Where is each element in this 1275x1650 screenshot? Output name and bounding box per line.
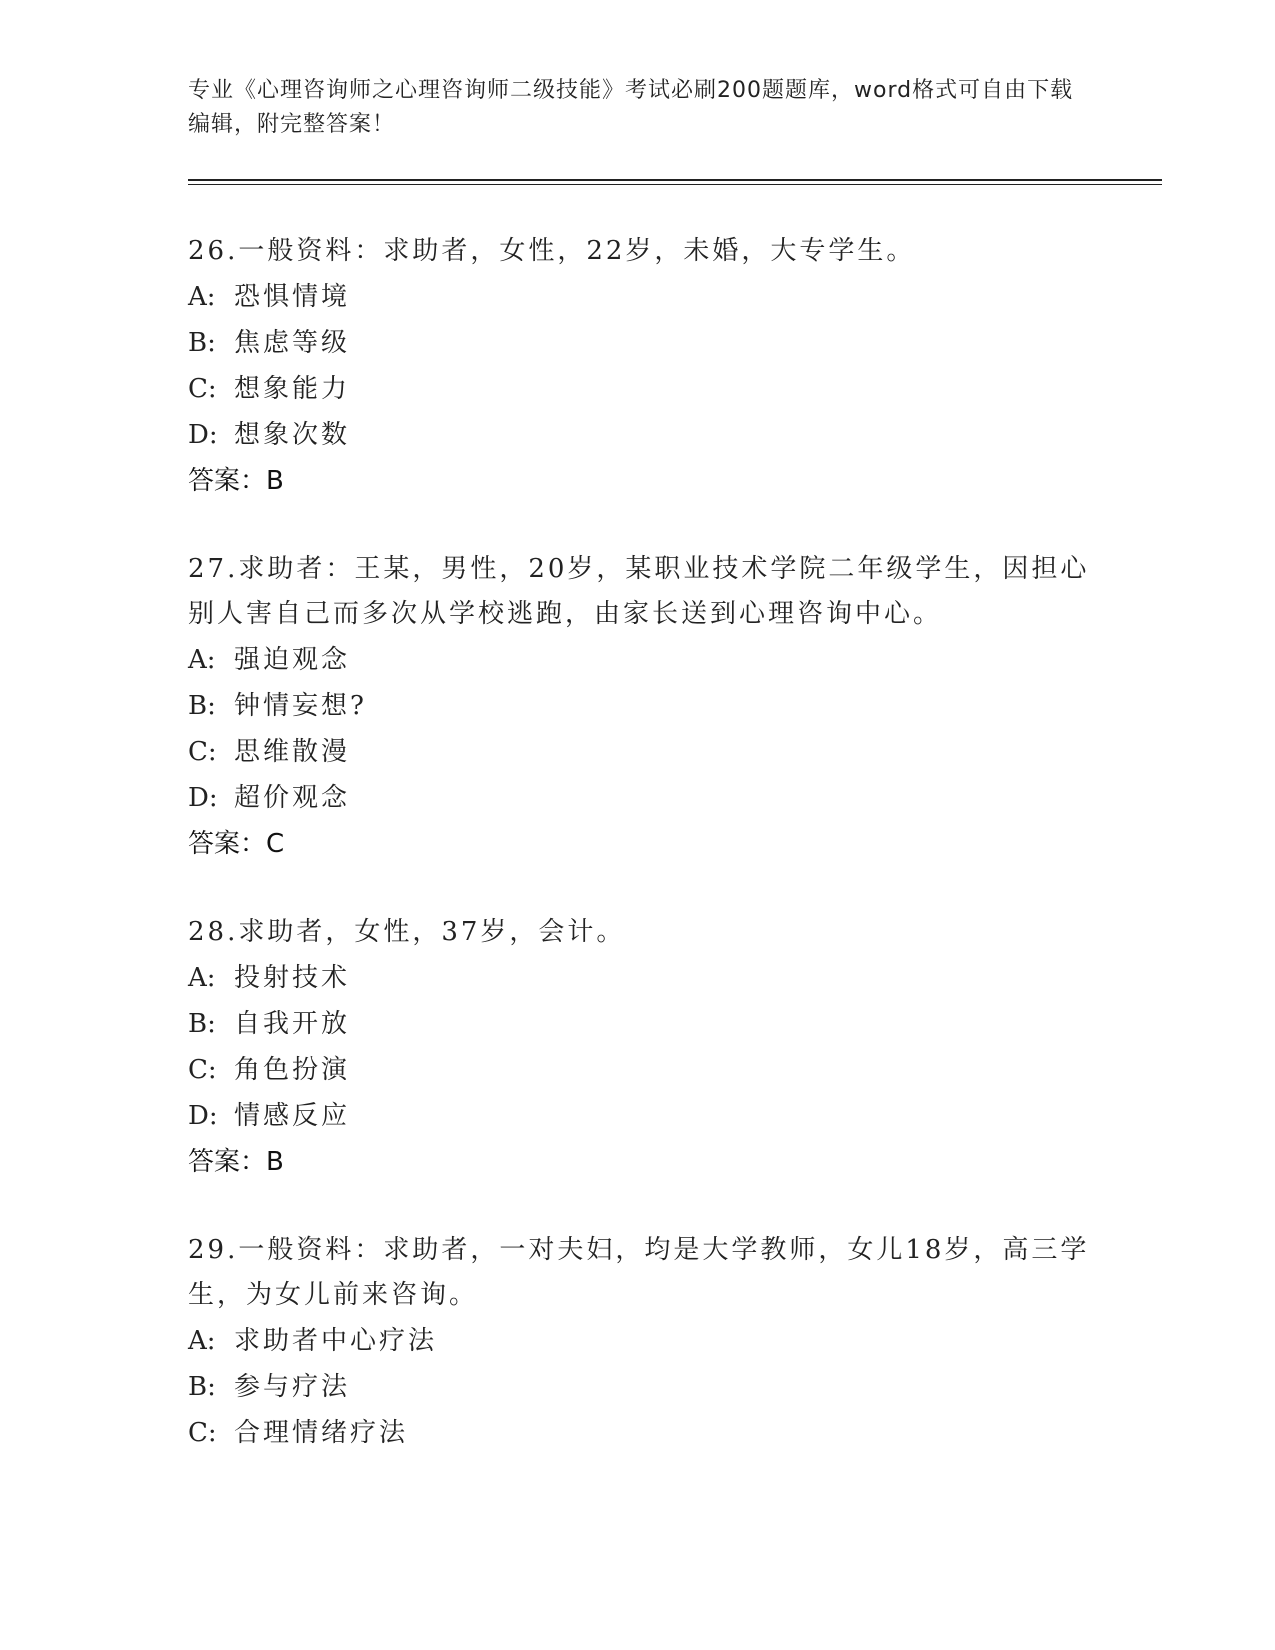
option-text: 参与疗法 — [234, 1372, 351, 1402]
option-text: 求助者中心疗法 — [234, 1326, 438, 1356]
answer-line: 答案：C — [188, 829, 285, 859]
option-letter: C: — [188, 374, 217, 404]
option-letter: D: — [188, 783, 218, 813]
option-text: 超价观念 — [234, 783, 351, 813]
option-text: 合理情绪疗法 — [234, 1418, 409, 1448]
option-letter: B: — [188, 1372, 216, 1402]
option-letter: A: — [188, 1326, 216, 1356]
question-stem: 27.求助者：王某，男性，20岁，某职业技术学院二年级学生，因担心别人害自己而多次从学校逃跑，由家长送到心理咨询中心。 — [188, 554, 1090, 629]
option-text: 角色扮演 — [234, 1055, 351, 1085]
header-divider-thick — [188, 179, 1162, 181]
option-d — [188, 412, 1108, 458]
option-text: 焦虑等级 — [234, 328, 351, 358]
option-text: 情感反应 — [234, 1101, 351, 1131]
option-text: 恐惧情境 — [234, 282, 351, 312]
option-text: 思维散漫 — [234, 737, 351, 767]
option-a — [188, 955, 1108, 1001]
option-b — [188, 1001, 1108, 1047]
option-d — [188, 1093, 1108, 1139]
option-text: 想象次数 — [234, 420, 351, 450]
question-stem: 26.一般资料：求助者，女性，22岁，未婚，大专学生。 — [188, 236, 916, 266]
option-text: 钟情妄想? — [234, 691, 367, 721]
option-b — [188, 1364, 1108, 1410]
option-letter: D: — [188, 1101, 218, 1131]
option-a — [188, 1318, 1108, 1364]
question-26 — [188, 229, 1108, 504]
answer-line: 答案：B — [188, 466, 284, 496]
option-d — [188, 775, 1108, 821]
question-29 — [188, 1228, 1108, 1456]
header-divider-thin — [188, 184, 1162, 185]
option-letter: B: — [188, 328, 216, 358]
option-text: 投射技术 — [234, 963, 351, 993]
option-letter: C: — [188, 737, 217, 767]
option-letter: B: — [188, 1009, 216, 1039]
option-letter: B: — [188, 691, 216, 721]
question-stem: 28.求助者，女性，37岁，会计。 — [188, 917, 626, 947]
option-letter: C: — [188, 1055, 217, 1085]
option-text: 强迫观念 — [234, 645, 351, 675]
option-text: 自我开放 — [234, 1009, 351, 1039]
option-text: 想象能力 — [234, 374, 351, 404]
option-c — [188, 1047, 1108, 1093]
option-a — [188, 637, 1108, 683]
option-c — [188, 1410, 1108, 1456]
question-27 — [188, 547, 1108, 867]
option-letter: A: — [188, 282, 216, 312]
question-28 — [188, 910, 1108, 1185]
answer-line: 答案：B — [188, 1147, 284, 1177]
option-letter: C: — [188, 1418, 217, 1448]
option-b — [188, 320, 1108, 366]
option-letter: D: — [188, 420, 218, 450]
option-b — [188, 683, 1108, 729]
option-c — [188, 366, 1108, 412]
document-header: 专业《心理咨询师之心理咨询师二级技能》考试必刷200题题库，word格式可自由下载编辑，附完整答案！ — [188, 78, 1074, 137]
question-stem: 29.一般资料：求助者，一对夫妇，均是大学教师，女儿18岁，高三学生，为女儿前来咨询。 — [188, 1235, 1090, 1310]
option-letter: A: — [188, 645, 216, 675]
option-letter: A: — [188, 963, 216, 993]
option-a — [188, 274, 1108, 320]
option-c — [188, 729, 1108, 775]
